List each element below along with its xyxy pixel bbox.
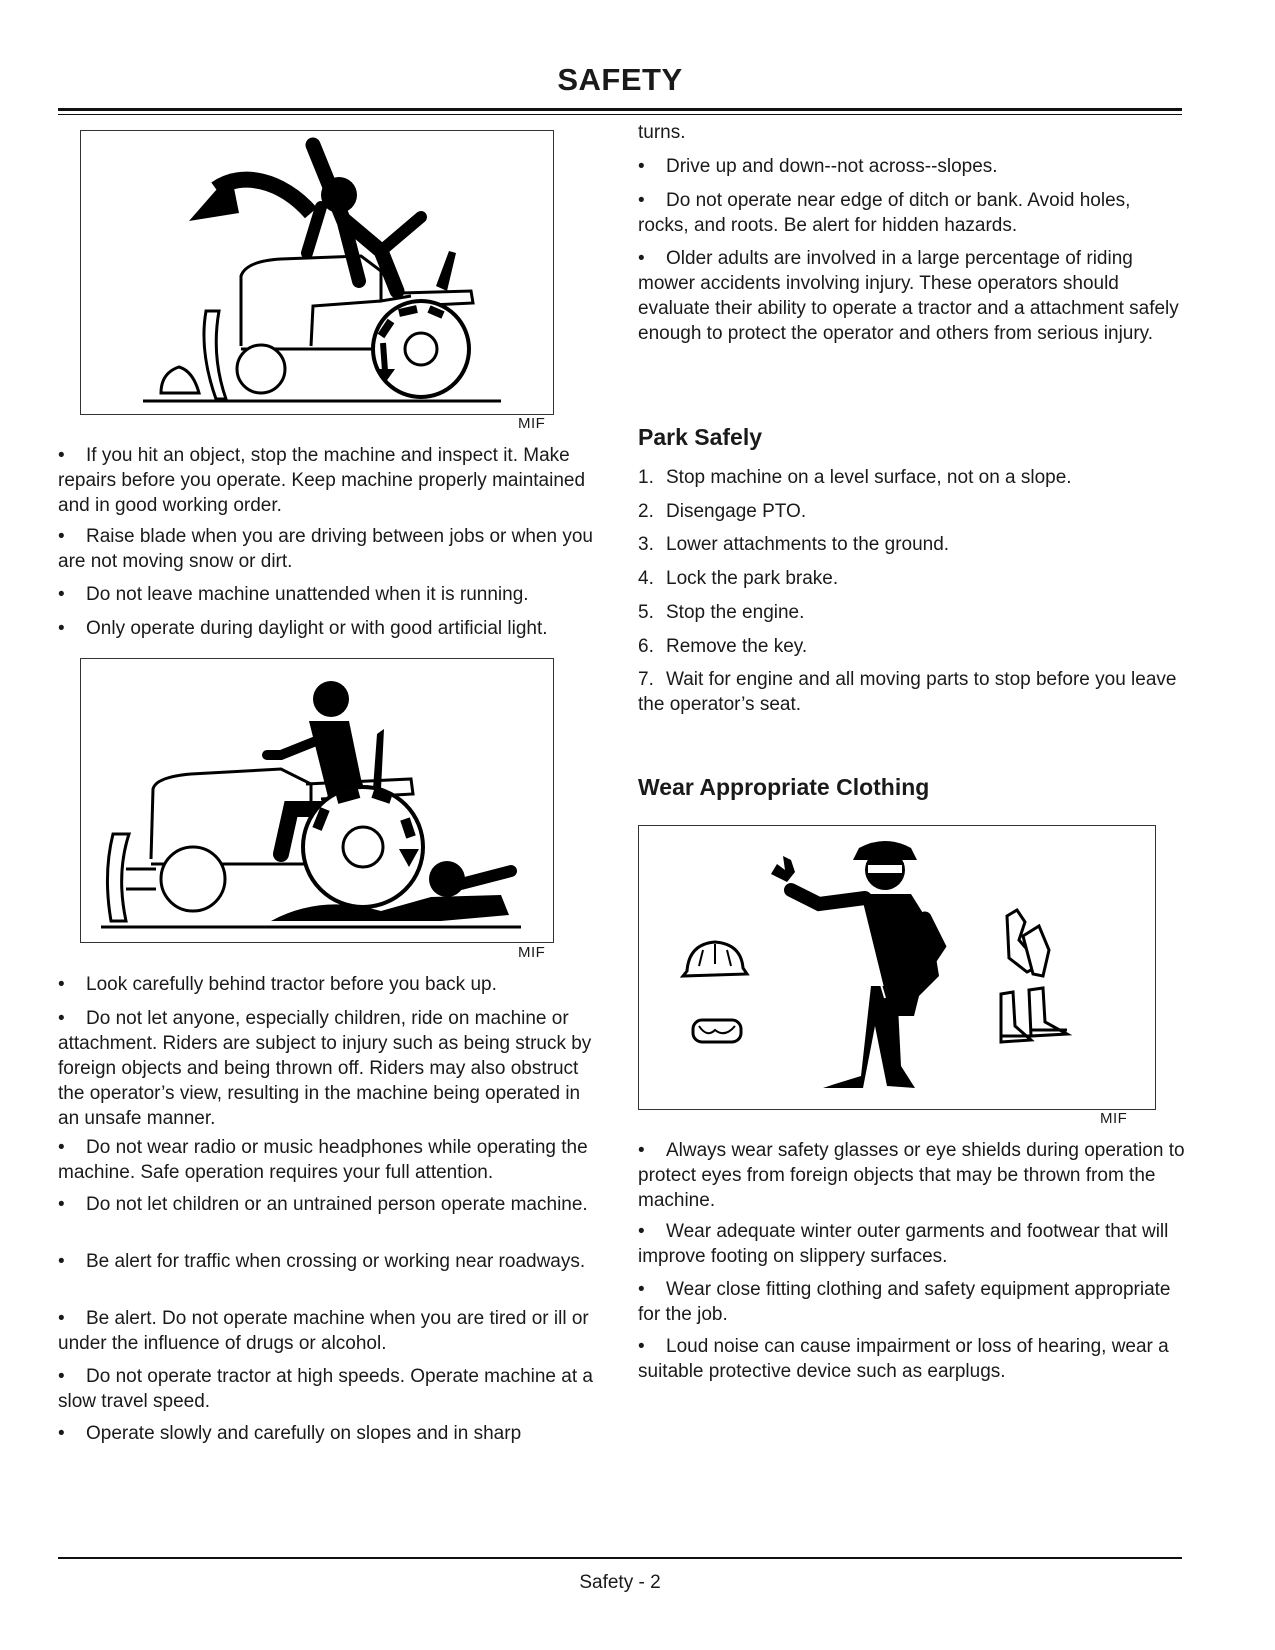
- left-bullet-4: • Only operate during daylight or with good artificial light.: [58, 618, 548, 639]
- figure-label-1: MIF: [518, 415, 546, 432]
- goggles-icon: [693, 1020, 741, 1042]
- protective-gear-illustration: [639, 826, 1155, 1109]
- worker-figure: [771, 841, 939, 1088]
- bullet-dot: •: [58, 1137, 65, 1158]
- park-step-4: 4. Lock the park brake.: [638, 568, 839, 589]
- bullet-dot: •: [58, 1008, 65, 1029]
- bullet-dot: •: [58, 974, 65, 995]
- left-bullet-2: • Raise blade when you are driving between jobs or when you are not moving snow or dirt.: [58, 526, 593, 572]
- left-bullet-11: • Do not operate tractor at high speeds. Operate machine at a slow travel speed.: [58, 1366, 593, 1412]
- park-step-6: 6. Remove the key.: [638, 636, 808, 657]
- title-rule-thick: [58, 108, 1182, 111]
- bullet-dot: •: [58, 445, 65, 466]
- park-step-5: 5. Stop the engine.: [638, 602, 805, 623]
- figure-label-3: MIF: [1100, 1110, 1128, 1127]
- continuation-text: turns.: [638, 122, 686, 143]
- left-bullet-6: • Do not let anyone, especially children, ride on machine or attachment. Riders are subject to injury such as being struck by foreign objects and being thrown off. Riders may also obstruct the operator’s view, resulting in the machine being operated in an unsafe manner.: [58, 1008, 592, 1129]
- right-bullet-3: • Older adults are involved in a large percentage of riding mower accidents involving injury. These operators should evaluate their ability to operate a tractor and a attachment safely enough to protect the operator and others from serious injury.: [638, 248, 1179, 344]
- left-bullet-5: • Look carefully behind tractor before you back up.: [58, 974, 497, 995]
- operator-thrown-illustration: [81, 131, 553, 414]
- park-step-7: 7. Wait for engine and all moving parts to stop before you leave the operator’s seat.: [638, 669, 1177, 715]
- right-bullet-1: • Drive up and down--not across--slopes.: [638, 156, 998, 177]
- left-bullet-1: • If you hit an object, stop the machine and inspect it. Make repairs before you operate. Keep machine properly maintained and in good working order.: [58, 445, 586, 516]
- left-bullet-7: • Do not wear radio or music headphones while operating the machine. Safe operation requires your full attention.: [58, 1137, 588, 1183]
- bullet-dot: •: [58, 526, 65, 547]
- figure-operator-thrown: [80, 130, 554, 415]
- bullet-dot: •: [58, 1366, 65, 1387]
- hard-hat-icon: [683, 942, 747, 976]
- park-step-3: 3. Lower attachments to the ground.: [638, 534, 950, 555]
- clothing-bullet-3: • Wear close fitting clothing and safety equipment appropriate for the job.: [638, 1279, 1171, 1325]
- bullet-dot: •: [638, 1279, 645, 1300]
- title-rule-thin: [58, 114, 1182, 115]
- gloves-icon: [1007, 910, 1049, 976]
- rider-crushed-illustration: [81, 659, 553, 942]
- bullet-dot: •: [58, 1251, 65, 1272]
- right-bullet-2: • Do not operate near edge of ditch or bank. Avoid holes, rocks, and roots. Be alert for hidden hazards.: [638, 190, 1131, 236]
- bullet-dot: •: [638, 1336, 645, 1357]
- bullet-dot: •: [58, 1423, 65, 1444]
- bullet-dot: •: [58, 584, 65, 605]
- left-bullet-12: • Operate slowly and carefully on slopes and in sharp: [58, 1423, 522, 1444]
- bullet-dot: •: [638, 156, 645, 177]
- park-step-1: 1. Stop machine on a level surface, not on a slope.: [638, 467, 1072, 488]
- park-safely-heading: Park Safely: [638, 424, 763, 450]
- park-step-2: 2. Disengage PTO.: [638, 501, 807, 522]
- bullet-dot: •: [638, 1140, 645, 1161]
- boots-icon: [1001, 988, 1067, 1042]
- bullet-dot: •: [58, 1308, 65, 1329]
- left-bullet-8: • Do not let children or an untrained person operate machine.: [58, 1194, 588, 1215]
- bullet-dot: •: [638, 1221, 645, 1242]
- figure-rider-crushed: [80, 658, 554, 943]
- clothing-bullet-4: • Loud noise can cause impairment or loss of hearing, wear a suitable protective device such as earplugs.: [638, 1336, 1169, 1382]
- figure-label-2: MIF: [518, 944, 546, 961]
- left-bullet-10: • Be alert. Do not operate machine when you are tired or ill or under the influence of drugs or alcohol.: [58, 1308, 589, 1354]
- figure-protective-gear: [638, 825, 1156, 1110]
- bullet-dot: •: [638, 248, 645, 269]
- page-footer: Safety - 2: [579, 1572, 661, 1593]
- bullet-dot: •: [638, 190, 645, 211]
- page-title: SAFETY: [557, 62, 683, 97]
- left-bullet-3: • Do not leave machine unattended when it is running.: [58, 584, 529, 605]
- left-bullet-9: • Be alert for traffic when crossing or working near roadways.: [58, 1251, 586, 1272]
- clothing-bullet-2: • Wear adequate winter outer garments and footwear that will improve footing on slippery surfaces.: [638, 1221, 1169, 1267]
- footer-rule: [58, 1557, 1182, 1559]
- bullet-dot: •: [58, 1194, 65, 1215]
- clothing-bullet-1: • Always wear safety glasses or eye shields during operation to protect eyes from foreign objects that may be thrown from the machine.: [638, 1140, 1185, 1211]
- clothing-heading: Wear Appropriate Clothing: [638, 774, 930, 800]
- bullet-dot: •: [58, 618, 65, 639]
